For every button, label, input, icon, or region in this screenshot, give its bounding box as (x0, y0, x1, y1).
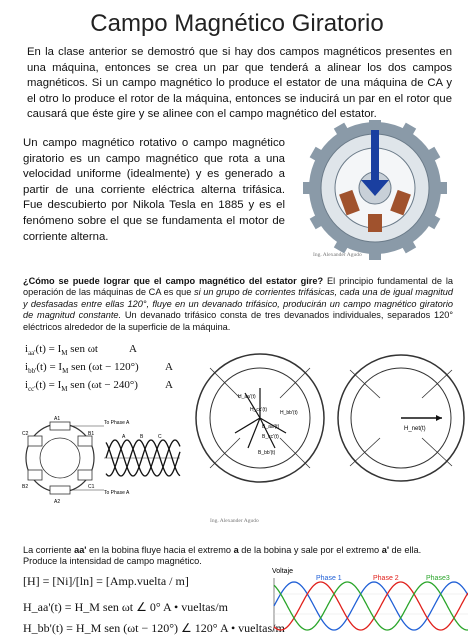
label-c2: C2 (22, 431, 29, 437)
phase-letter-c: C (158, 434, 162, 440)
to-phase-a-bottom: To Phase A (104, 490, 130, 496)
caption-2: Ing. Alexander Agudo (210, 518, 259, 524)
label-b1: B1 (88, 431, 95, 437)
to-phase-a-top: To Phase A (104, 420, 130, 426)
current-paragraph: La corriente aa' en la bobina fluye hacia el extremo a de la bobina y sale por el extremo a' de ella. Produce la intensidad de campo magnético. (23, 545, 422, 567)
legend-phase-1: Phase 1 (316, 575, 342, 582)
equation-cc: $i_{cc'}(t) = I_M$ sen (ωt − 240°) A (25, 379, 173, 394)
legend-phase-3: Phase3 (426, 575, 450, 582)
stator2-label: H_net(t) (404, 426, 426, 432)
stator-diagram-net (332, 348, 470, 488)
label-a2: A2 (54, 499, 61, 505)
page-title: Campo Magnético Giratorio (90, 10, 384, 37)
formula-haa: H_aa'(t) = H_M sen ωt ∠ 0° A • vueltas/m (23, 600, 228, 614)
phase-chart-title: Voltaje (272, 568, 294, 575)
rotating-field-paragraph: Un campo magnético rotativo o campo magnético giratorio es un campo magnético que rota a una velocidad uniforme (idealmente) y es generado a partir de una corriente eléctrica alterna trifásica. Fue descubierto por Nikola Tesla en 1885 y es el fenómeno sobre el que se fundamenta el motor de corriente alterna. (23, 137, 285, 243)
stator-diagram-vectors (190, 348, 330, 488)
phase-letter-a: A (122, 434, 126, 440)
phase-letter-b: B (140, 434, 144, 440)
formula-hbb: H_bb'(t) = H_M sen (ωt − 120°) ∠ 120° A • vueltas/m (23, 621, 285, 635)
legend-phase-2: Phase 2 (373, 575, 399, 582)
equation-aa: $i_{aa'}(t) = I_M$ sen ωt A (25, 343, 137, 358)
phase-chart (268, 564, 468, 632)
stator-label-5: B_cc'(t) (262, 434, 279, 440)
stator-label-4: B_aa'(t) (262, 424, 280, 430)
label-c1: C1 (88, 484, 95, 490)
label-b2: B2 (22, 484, 29, 490)
caption-1: Ing. Alexander Agudo (313, 252, 362, 258)
question-bold: ¿Cómo se puede lograr que el campo magnético del estator gire? (23, 276, 324, 286)
winding-diagram (22, 408, 182, 508)
intro-paragraph: En la clase anterior se demostró que si hay dos campos magnéticos presentes en una máquina, entonces se crea un par que tenderá a alinear los dos campos magnéticos. Si un campo magnético lo produce el estator de una máquina de CA y el otro lo produce el rotor de la máquina, entonces se inducirá un par en el rotor que causará que éste gire y se alinee con el campo magnético del estator. (27, 46, 452, 120)
equation-bb: $i_{bb'}(t) = I_M$ sen (ωt − 120°) A (25, 361, 173, 376)
stator-label-2: H_cc'(t) (250, 407, 268, 413)
phase-2-line (274, 582, 468, 630)
question-normal-1: El principio fundamental de la operación de las máquinas de CA es que (23, 276, 453, 298)
question-italic: si un grupo de corrientes trifásicas, cada una de igual magnitud y desfasadas entre ellas 120°, fluye en un devanado trifásico, producirán un campo magnético giratorio de magnitud constante. (23, 287, 453, 321)
label-a1: A1 (54, 416, 61, 422)
stator-label-1: H_aa'(t) (238, 394, 256, 400)
question-normal-2: Un devanado trifásico consta de tres devanados individuales, separados 120° eléctricos alrededor de la superficie de la máquina. (23, 310, 453, 332)
stator-label-3: H_bb'(t) (280, 410, 298, 416)
formula-h: [H] = [Ni]/[ln] = [Amp.vuelta / m] (23, 574, 189, 588)
stator-label-6: B_bb'(t) (258, 450, 276, 456)
coil-bottom (368, 214, 382, 232)
motor-illustration (300, 120, 450, 260)
question-paragraph (23, 276, 453, 333)
